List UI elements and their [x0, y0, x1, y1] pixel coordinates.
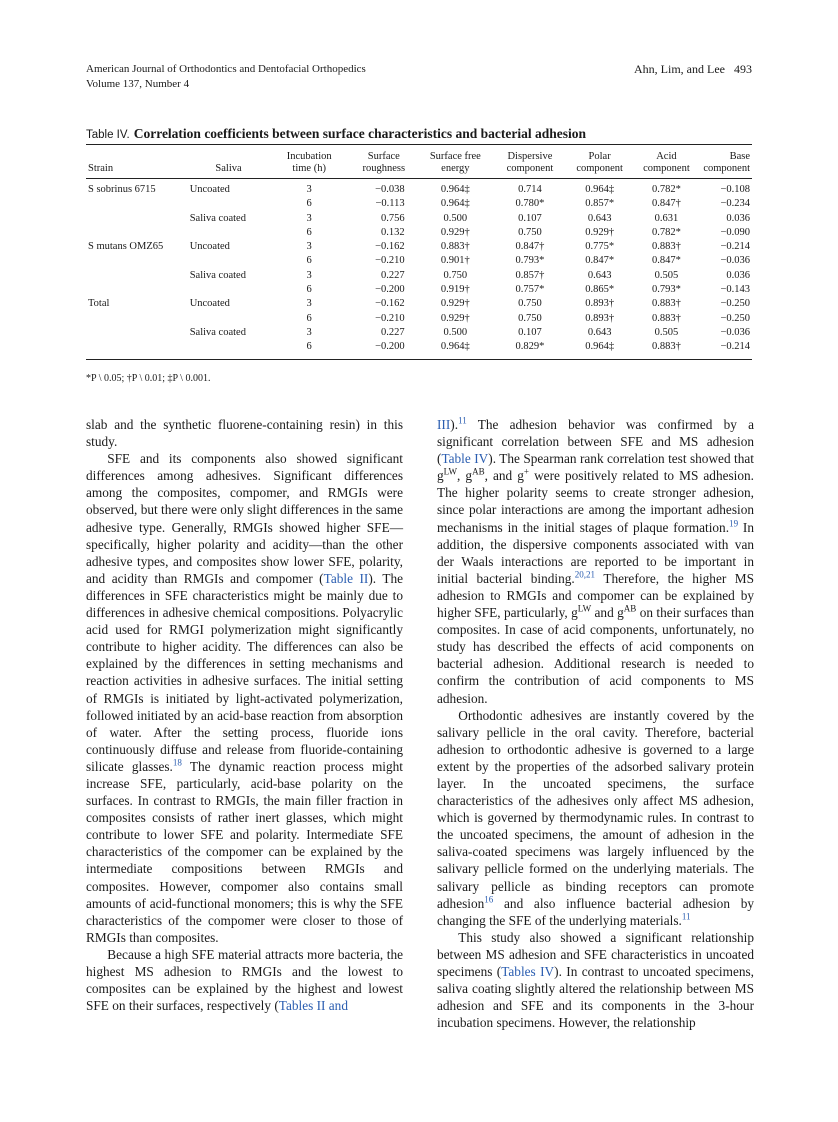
table-cell-disp: 0.857† [515, 269, 545, 281]
table-label: Table IV. [86, 129, 130, 141]
table-cell-strain [86, 212, 188, 226]
table-row [86, 212, 752, 226]
table-cell-acid: 0.782* [651, 184, 681, 195]
paragraph: SFE and its components also showed significant differences among adhesives. Significant differences among the composites, compomer, and RMGIs were observed, but there were only slight differences in the same adhesive type. Generally, RMGIs showed higher SFE—specifically, higher polarity and acidity—than the other adhesive types, and composites show lower SFE, polarity, and acidity than RMGIs and compomer (Table II). The differences in SFE characteristics might be mainly due to differences in adhesive chemical compositions. Polyacrylic acid used for RMGI polymerization might significantly contribute to higher acidity. The differences can also be explained by the differences in setting mechanisms and reaction activities in adhesive surfaces. The initial setting of RMGIs is initiated by light-activated polymerization, followed initiated by an acid-base reaction from absorption of water. After the setting process, fluoride ions continuously diffuse and release from fluoride-containing silicate glasses.$^{18}$ The dynamic reaction process might increase SFE, particularly, acid-base polarity on the surfaces. In contrast to RMGIs, the main filler fraction in composites consists of rather inert glasses, which might contribute to lower SFE and polarity. Intermediate SFE characteristics of the compomer can be explained by the intermediate compositions between RMGIs and composites. However, compomer also contains small amounts of acid-functional monomers; this is why the SFE characteristics of the compomer were closer to those of RMGIs than composites. [86, 451, 404, 945]
table-cell-base: −0.250 [720, 298, 750, 310]
table-cell-saliva [188, 197, 270, 211]
table-cell-rough: −0.210 [375, 255, 405, 267]
table-cell-base: −0.108 [720, 184, 750, 195]
table-cell-disp: 0.750 [518, 298, 542, 310]
table-cell-polar: 0.865* [585, 284, 615, 296]
table-cell-saliva [188, 312, 270, 326]
table-cell-acid: 0.883† [651, 312, 681, 324]
page-header-right [634, 62, 752, 77]
table-cell-strain [86, 254, 188, 268]
table-cell-sfe: 0.919† [440, 284, 470, 296]
table-cell-polar: 0.964‡ [585, 341, 615, 353]
table-cell-saliva [188, 254, 270, 268]
table-cell-sfe: 0.750 [443, 269, 468, 281]
table-cell-polar: 0.893† [585, 298, 615, 310]
table-cell-base: −0.234 [720, 198, 750, 210]
header-roughness: Surface roughness [349, 145, 419, 179]
table-row [86, 326, 752, 340]
table-cell-rough: −0.200 [375, 284, 405, 296]
body-column-right [437, 416, 754, 1031]
table-cell-strain: S mutans OMZ65 [88, 241, 164, 253]
table-cell-acid: 0.782* [651, 226, 681, 238]
table-cell-saliva: Saliva coated [189, 326, 246, 338]
table-cell-rough: −0.162 [375, 241, 405, 253]
paragraph: This study also showed a significant relationship between MS adhesion and SFE characteristics in uncoated specimens (Tables IV). In contrast to uncoated specimens, saliva coating slightly altered the relationship between MS adhesion and SFE and its components in the 3-hour incubation specimens. However, the relationship [437, 929, 754, 1031]
table-row [86, 269, 752, 283]
table-cell-polar: 0.847* [585, 255, 615, 267]
table-cell-rough: 0.227 [381, 326, 405, 338]
paragraph: slab and the synthetic fluorene-containing resin) in this study. [86, 417, 403, 450]
table-cell-sfe: 0.929† [440, 298, 470, 310]
header-saliva: Saliva [188, 145, 270, 179]
table-cell-saliva [188, 340, 270, 358]
table-cell-sfe: 0.964‡ [440, 198, 470, 210]
table-cell-time: 3 [306, 184, 312, 195]
authors: Ahn, Lim, and Lee [634, 62, 725, 76]
table-cell-sfe: 0.500 [443, 212, 468, 224]
page-number: 493 [734, 62, 752, 76]
table-cell-rough: −0.200 [375, 341, 405, 353]
table-cell-disp: 0.757* [515, 284, 545, 296]
table-cell-rough: −0.113 [375, 198, 405, 210]
table-cell-disp: 0.829* [515, 341, 545, 353]
table-cell-strain [86, 326, 188, 340]
paragraph: Orthodontic adhesives are instantly covered by the salivary pellicle in the oral cavity. Therefore, bacterial adhesion to orthodontic adhesive is governed to a large extent by the properties of the adsorbed salivary protein layer. In the uncoated specimens, the surface characteristics of the adhesives only affect MS adhesion, which is governed by thermodynamic rules. In contrast to the uncoated specimens, the amount of adhesion in the saliva-coated specimens was largely influenced by the salivary pellicle formed on the underlying materials. The salivary pellicle as binding receptors can promote adhesion$^{16}$ and also influence bacterial adhesion by changing the SFE of the underlying materials.$^{11}$ [437, 707, 754, 928]
table-cell-time: 3 [306, 298, 312, 310]
table-row [86, 254, 752, 268]
table-cell-acid: 0.631 [654, 212, 679, 224]
header-base: Base component [701, 145, 752, 179]
table-cell-sfe: 0.901† [440, 255, 470, 267]
table-cell-acid: 0.847* [651, 255, 681, 267]
table-cell-disp: 0.714 [518, 184, 542, 195]
table-cell-sfe: 0.964‡ [440, 341, 470, 353]
table-cell-time: 3 [306, 326, 312, 338]
journal-header [86, 62, 366, 92]
table-title: Correlation coefficients between surface characteristics and bacterial adhesion [133, 126, 586, 141]
header-strain: Strain [86, 145, 188, 179]
table-cell-strain [86, 340, 188, 358]
table-cell-saliva [188, 226, 270, 240]
table-cell-time: 3 [306, 269, 312, 281]
table-cell-rough: −0.210 [375, 312, 405, 324]
table-cell-acid: 0.883† [651, 298, 681, 310]
table-cell-strain [86, 269, 188, 283]
table-row [86, 197, 752, 211]
table-row [86, 226, 752, 240]
table-cell-rough: −0.162 [375, 298, 405, 310]
table-cell-time: 6 [306, 226, 312, 238]
table-cell-disp: 0.107 [518, 212, 542, 224]
table-cell-time: 3 [306, 241, 312, 253]
table-cell-disp: 0.780* [515, 198, 545, 210]
table-cell-acid: 0.505 [654, 326, 679, 338]
table-cell-base: −0.036 [720, 326, 750, 338]
table-cell-acid: 0.793* [651, 284, 681, 296]
table-cell-disp: 0.847† [515, 241, 545, 253]
table-cell-time: 6 [306, 312, 312, 324]
body-column-left [86, 416, 403, 1014]
table-cell-strain: Total [88, 298, 110, 310]
header-acid: Acid component [632, 145, 702, 179]
table-cell-time: 6 [306, 198, 312, 210]
table-cell-disp: 0.793* [515, 255, 545, 267]
header-polar: Polar component [568, 145, 632, 179]
table-cell-polar: 0.929† [585, 226, 615, 238]
table-cell-saliva: Uncoated [189, 298, 230, 310]
table-cell-time: 3 [306, 212, 312, 224]
table-cell-time: 6 [306, 284, 312, 296]
table-row [86, 340, 752, 358]
table-row [86, 179, 752, 198]
table-cell-rough: 0.756 [381, 212, 405, 224]
table-cell-strain [86, 226, 188, 240]
table-cell-base: −0.090 [720, 226, 750, 238]
table-row [86, 297, 752, 311]
table-cell-strain [86, 312, 188, 326]
table-cell-polar: 0.643 [587, 326, 612, 338]
table-cell-saliva: Uncoated [189, 241, 230, 253]
table-cell-polar: 0.857* [585, 198, 615, 210]
table-cell-acid: 0.847† [651, 198, 681, 210]
table-cell-time: 6 [306, 255, 312, 267]
table-cell-time: 6 [306, 341, 312, 353]
table-cell-saliva: Saliva coated [189, 269, 246, 281]
table-cell-base: −0.214 [720, 241, 750, 253]
table-row [86, 283, 752, 297]
table-cell-saliva [188, 283, 270, 297]
table-cell-sfe: 0.500 [443, 326, 468, 338]
table-header-row [86, 145, 752, 179]
paragraph: Because a high SFE material attracts more bacteria, the highest MS adhesion to RMGIs and the lowest to composites can be explained by the highest and lowest SFE on their surfaces, respectively (Tables II and [86, 946, 403, 1014]
table-cell-strain [86, 283, 188, 297]
correlation-table [86, 144, 752, 360]
table-cell-rough: −0.038 [375, 184, 405, 195]
table-cell-rough: 0.132 [381, 226, 405, 238]
paragraph: III).$^{11}$ The adhesion behavior was confirmed by a significant correlation between SFE and MS adhesion (Table IV). The Spearman rank correlation test showed that $g^{LW}$, $g^{AB}$, and g+ were positively related to MS adhesion. The higher polarity seems to create stronger adhesion, since polar interactions are among the important adhesion mechanisms in the initial stages of plaque formation.$^{19}$ In addition, the dispersive components associated with van der Waals interactions are reported to be important in initial bacterial binding.$^{20,21}$ Therefore, the higher MS adhesion to RMGIs and compomer can be explained by higher SFE, particularly, $g^{LW}$ and $g^{AB}$ on their surfaces than composites. In case of acid components, unfortunately, no study has described the effects of acid components on bacterial adhesion. Additional research is needed to confirm the contribution of acid components to MS adhesion. [437, 415, 755, 706]
journal-volume: Volume 137, Number 4 [86, 78, 190, 90]
journal-title: American Journal of Orthodontics and Dentofacial Orthopedics [86, 63, 366, 75]
table-cell-saliva: Saliva coated [189, 212, 246, 224]
table-cell-strain [86, 197, 188, 211]
table-cell-base: −0.250 [720, 312, 750, 324]
table-cell-acid: 0.883† [651, 341, 681, 353]
table-cell-sfe: 0.883† [440, 241, 470, 253]
table-footnote: *P \ 0.05; †P \ 0.01; ‡P \ 0.001. [86, 373, 211, 384]
table-caption [86, 126, 586, 142]
table-cell-polar: 0.964‡ [585, 184, 615, 195]
table-cell-polar: 0.643 [587, 269, 612, 281]
table-cell-disp: 0.750 [518, 226, 542, 238]
table-cell-polar: 0.643 [587, 212, 612, 224]
table-cell-rough: 0.227 [381, 269, 405, 281]
table-cell-sfe: 0.964‡ [440, 184, 470, 195]
table-cell-polar: 0.893† [585, 312, 615, 324]
table-cell-polar: 0.775* [585, 241, 615, 253]
header-dispersive: Dispersive component [492, 145, 568, 179]
header-incubation: Incubation time (h) [269, 145, 349, 179]
table-cell-base: 0.036 [726, 269, 750, 281]
table-cell-disp: 0.750 [518, 312, 542, 324]
table-cell-acid: 0.883† [651, 241, 681, 253]
table-row [86, 312, 752, 326]
table-cell-base: 0.036 [726, 212, 750, 224]
table-cell-base: −0.214 [720, 341, 750, 353]
table-cell-acid: 0.505 [654, 269, 679, 281]
table-cell-base: −0.143 [720, 284, 750, 296]
table-cell-sfe: 0.929† [440, 312, 470, 324]
table-cell-strain: S sobrinus 6715 [88, 184, 156, 195]
table-row [86, 240, 752, 254]
table-cell-saliva: Uncoated [189, 184, 230, 195]
table-cell-disp: 0.107 [518, 326, 542, 338]
table-cell-sfe: 0.929† [440, 226, 470, 238]
table-cell-base: −0.036 [720, 255, 750, 267]
header-sfe: Surface free energy [419, 145, 492, 179]
